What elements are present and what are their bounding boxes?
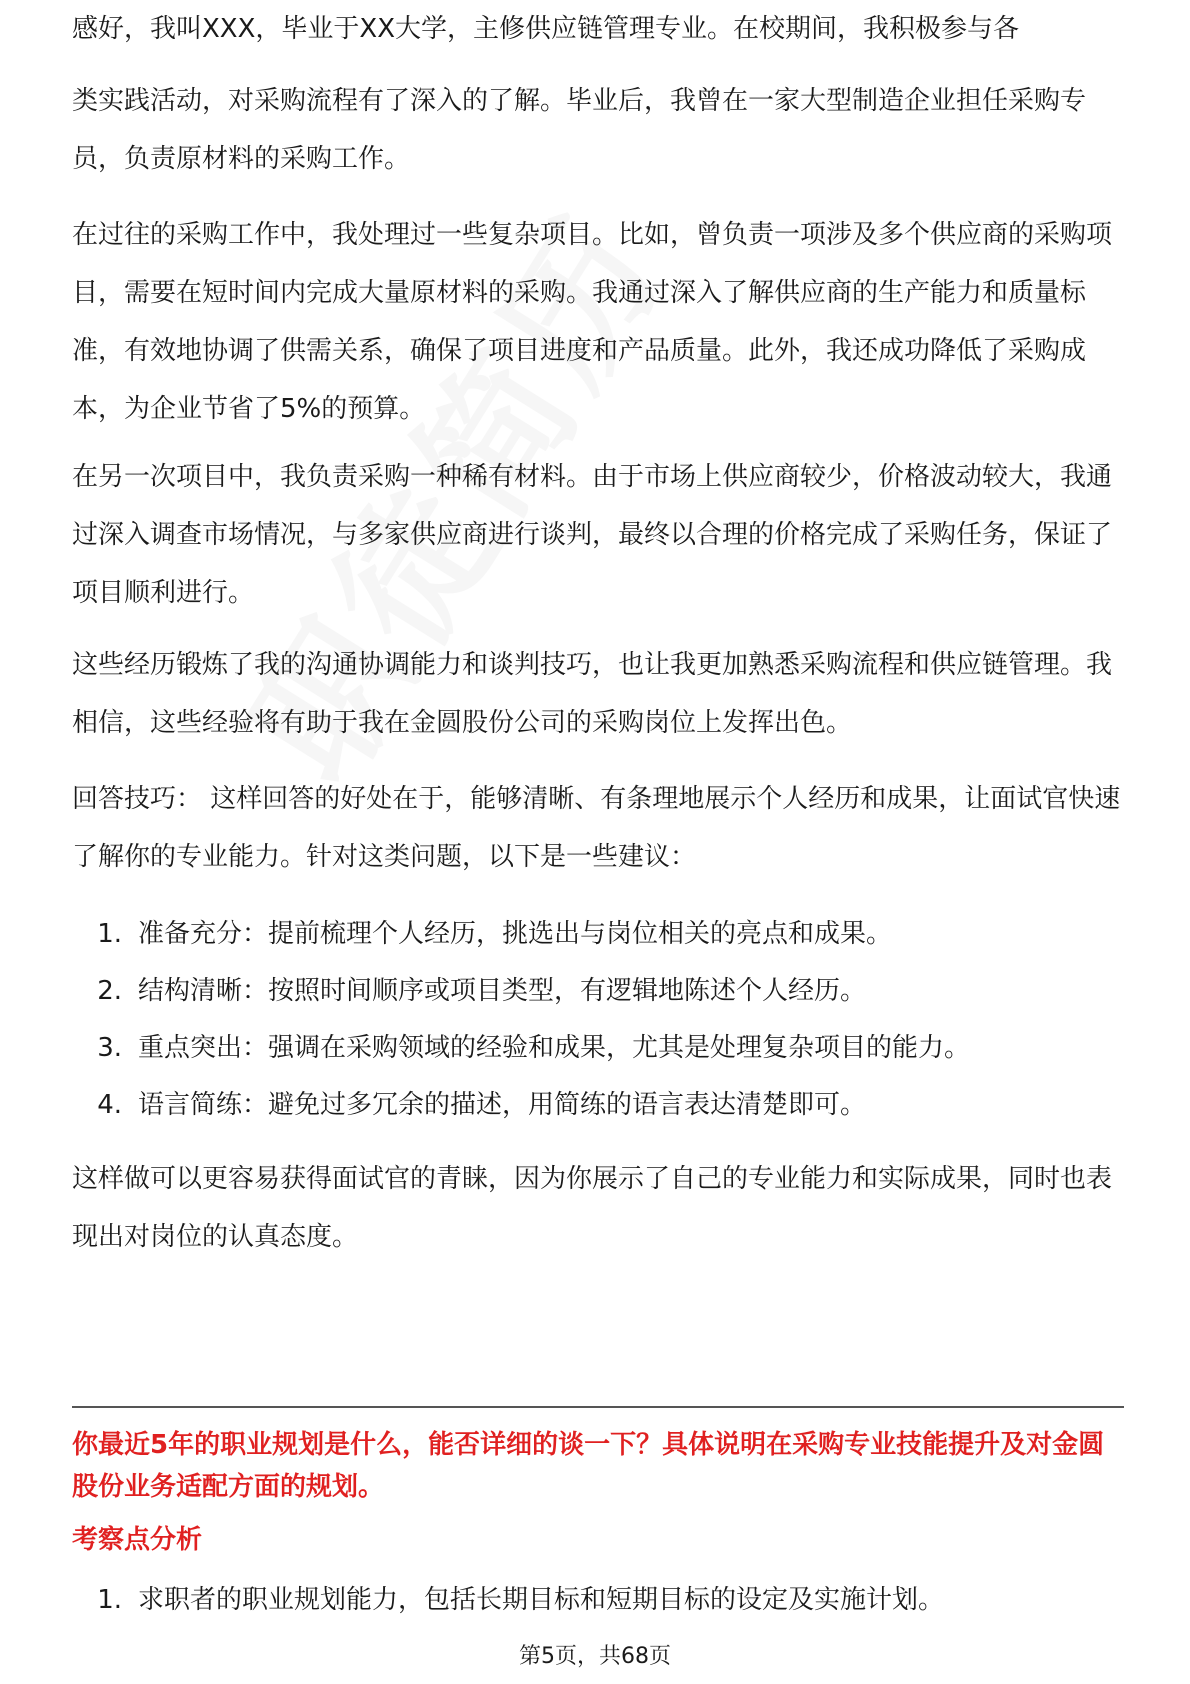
paragraph-summary: 这些经历锻炼了我的沟通协调能力和谈判技巧，也让我更加熟悉采购流程和供应链管理。我相信，这些经验将有助于我在金圆股份公司的采购岗位上发挥出色。	[72, 650, 1113, 738]
paragraph-closing: 这样做可以更容易获得面试官的青睐，因为你展示了自己的专业能力和实际成果，同时也表现出对岗位的认真态度。	[72, 1164, 1113, 1252]
paragraph-answer-tips: 回答技巧： 这样回答的好处在于，能够清晰、有条理地展示个人经历和成果，让面试官快速了解你的专业能力。针对这类问题，以下是一些建议：	[72, 784, 1121, 872]
tips-list	[72, 906, 1124, 1134]
list-item: 3. 重点突出：强调在采购领域的经验和成果，尤其是处理复杂项目的能力。	[97, 1033, 971, 1063]
paragraph-background: 类实践活动，对采购流程有了深入的了解。毕业后，我曾在一家大型制造企业担任采购专员，负责原材料的采购工作。	[72, 86, 1087, 174]
analysis-list	[72, 1572, 1124, 1629]
list-item: 1. 求职者的职业规划能力，包括长期目标和短期目标的设定及实施计划。	[97, 1585, 945, 1615]
page-number: 第5页，共68页	[519, 1644, 671, 1669]
section-title: 考察点分析	[72, 1525, 203, 1555]
interview-question: 你最近5年的职业规划是什么，能否详细的谈一下？具体说明在采购专业技能提升及对金圆股份业务适配方面的规划。	[72, 1430, 1105, 1502]
list-item: 2. 结构清晰：按照时间顺序或项目类型，有逻辑地陈述个人经历。	[97, 976, 867, 1006]
list-item: 1. 准备充分：提前梳理个人经历，挑选出与岗位相关的亮点和成果。	[97, 919, 893, 949]
paragraph-rare-material: 在另一次项目中，我负责采购一种稀有材料。由于市场上供应商较少，价格波动较大，我通过深入调查市场情况，与多家供应商进行谈判，最终以合理的价格完成了采购任务，保证了项目顺利进行。	[72, 462, 1113, 608]
list-item: 4. 语言简练：避免过多冗余的描述，用简练的语言表达清楚即可。	[97, 1090, 867, 1120]
section-divider	[72, 1406, 1124, 1408]
paragraph-complex-project: 在过往的采购工作中，我处理过一些复杂项目。比如，曾负责一项涉及多个供应商的采购项目，需要在短时间内完成大量原材料的采购。我通过深入了解供应商的生产能力和质量标准，有效地协调了供需关系，确保了项目进度和产品质量。此外，我还成功降低了采购成本，为企业节省了5%的预算。	[72, 220, 1113, 424]
cut-off-text-line	[72, 14, 1124, 60]
cut-off-text: 感好，我叫XXX，毕业于XX大学，主修供应链管理专业。在校期间，我积极参与各	[72, 14, 1020, 44]
